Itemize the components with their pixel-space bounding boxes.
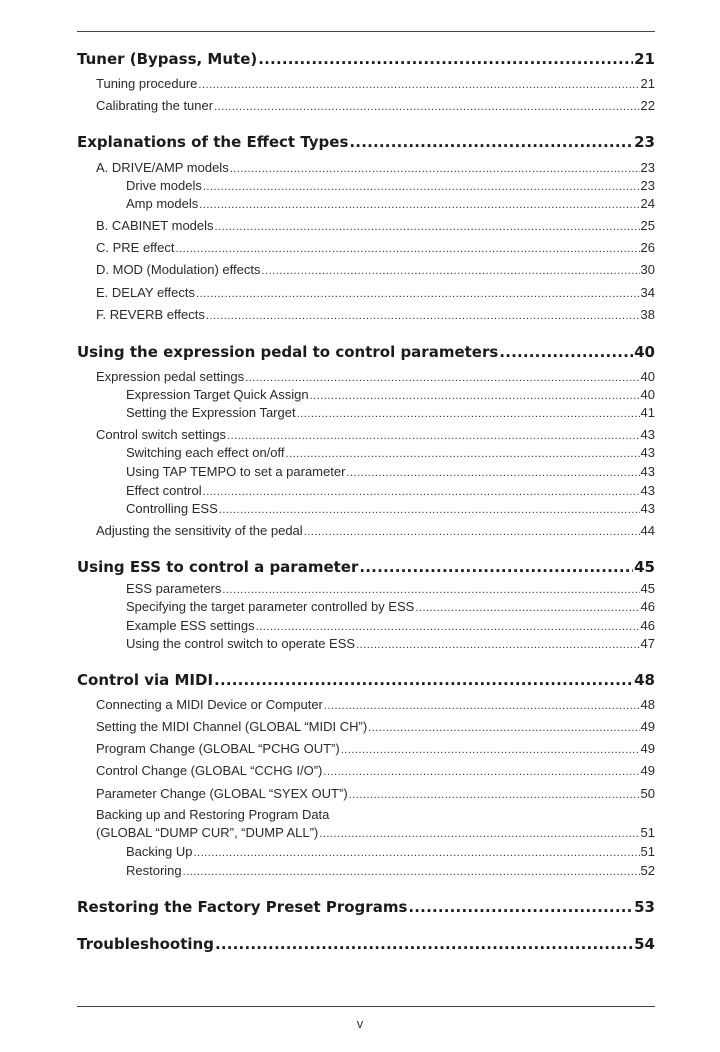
dot-leader — [323, 767, 639, 778]
toc-entry[interactable]: Calibrating the tuner ..... 22 — [96, 99, 655, 113]
dot-leader — [203, 487, 640, 498]
dot-leader — [198, 80, 639, 91]
toc-entry[interactable]: Using TAP TEMPO to set a parameter ..... 43 — [126, 465, 655, 479]
dot-leader — [206, 311, 640, 322]
toc-entry[interactable]: F. REVERB effects ..... 38 — [96, 308, 655, 322]
dot-leader — [368, 723, 639, 734]
page-number: v — [356, 1016, 364, 1031]
dot-leader — [214, 102, 639, 113]
dot-leader — [346, 468, 639, 479]
toc-entry[interactable]: E. DELAY effects ..... 34 — [96, 286, 655, 300]
dot-leader — [222, 585, 639, 596]
dot-leader — [258, 52, 633, 67]
dot-leader — [245, 373, 639, 384]
toc-heading-effect-types[interactable]: Explanations of the Effect Types ..... 23 — [77, 135, 655, 150]
toc-entry[interactable]: Backing Up ..... 51 — [126, 845, 655, 859]
dot-leader — [356, 640, 639, 651]
toc-entry[interactable]: Adjusting the sensitivity of the pedal ..... 44 — [96, 524, 655, 538]
toc-heading-ess[interactable]: Using ESS to control a parameter ..... 45 — [77, 560, 655, 575]
dot-leader — [203, 182, 640, 193]
dot-leader — [193, 848, 639, 859]
dot-leader — [297, 409, 640, 420]
dot-leader — [415, 603, 639, 614]
toc-entry[interactable]: Expression Target Quick Assign ..... 40 — [126, 388, 655, 402]
toc-entry[interactable]: Control Change (GLOBAL “CCHG I/O”) ..... 49 — [96, 764, 655, 778]
toc-entry[interactable]: Parameter Change (GLOBAL “SYEX OUT”) ..... 50 — [96, 787, 655, 801]
dot-leader — [349, 135, 633, 150]
toc-heading-factory-preset[interactable]: Restoring the Factory Preset Programs ..... 53 — [77, 900, 655, 915]
dot-leader — [304, 527, 640, 538]
dot-leader — [319, 829, 639, 840]
toc-heading-midi[interactable]: Control via MIDI ..... 48 — [77, 673, 655, 688]
dot-leader — [341, 745, 640, 756]
toc-entry[interactable]: Setting the MIDI Channel (GLOBAL “MIDI CH”) ..... 49 — [96, 720, 655, 734]
dot-leader — [214, 673, 633, 688]
toc-heading-troubleshooting[interactable]: Troubleshooting ..... 54 — [77, 937, 655, 952]
toc-entry[interactable]: Controlling ESS ..... 43 — [126, 502, 655, 516]
toc-entry[interactable]: Switching each effect on/off ..... 43 — [126, 446, 655, 460]
toc-entry[interactable]: Expression pedal settings ..... 40 — [96, 370, 655, 384]
toc-entry[interactable]: Specifying the target parameter controlled by ESS ..... 46 — [126, 600, 655, 614]
dot-leader — [230, 164, 640, 175]
dot-leader — [349, 790, 640, 801]
dot-leader — [499, 345, 633, 360]
dot-leader — [408, 900, 633, 915]
dot-leader — [261, 266, 639, 277]
dot-leader — [286, 449, 640, 460]
toc-entry[interactable]: Using the control switch to operate ESS ..... 47 — [126, 637, 655, 651]
toc-entry[interactable]: Example ESS settings ..... 46 — [126, 619, 655, 633]
dot-leader — [359, 560, 633, 575]
dot-leader — [183, 867, 640, 878]
toc-entry[interactable]: (GLOBAL “DUMP CUR”, “DUMP ALL”) ..... 51 — [96, 826, 655, 840]
dot-leader — [196, 289, 640, 300]
toc-entry[interactable]: Effect control ..... 43 — [126, 484, 655, 498]
dot-leader — [199, 200, 639, 211]
toc-entry[interactable]: Drive models ..... 23 — [126, 179, 655, 193]
toc-entry[interactable]: C. PRE effect ..... 26 — [96, 241, 655, 255]
toc-entry[interactable]: D. MOD (Modulation) effects ..... 30 — [96, 263, 655, 277]
toc-entry[interactable]: Amp models ..... 24 — [126, 197, 655, 211]
toc-entry[interactable]: ESS parameters ..... 45 — [126, 582, 655, 596]
toc-entry-label[interactable]: Backing up and Restoring Program Data — [96, 807, 330, 822]
dot-leader — [215, 222, 640, 233]
toc-heading-expression-pedal[interactable]: Using the expression pedal to control parameters ..... 40 — [77, 345, 655, 360]
dot-leader — [219, 505, 640, 516]
dot-leader — [227, 431, 639, 442]
toc-entry[interactable]: Tuning procedure ..... 21 — [96, 77, 655, 91]
toc-entry[interactable]: Setting the Expression Target ..... 41 — [126, 406, 655, 420]
toc-entry[interactable]: Connecting a MIDI Device or Computer ..... 48 — [96, 698, 655, 712]
toc-entry[interactable]: Program Change (GLOBAL “PCHG OUT”) ..... 49 — [96, 742, 655, 756]
bottom-rule — [77, 1006, 655, 1007]
toc-entry[interactable]: Restoring ..... 52 — [126, 864, 655, 878]
dot-leader — [176, 244, 640, 255]
toc-entry[interactable]: A. DRIVE/AMP models ..... 23 — [96, 161, 655, 175]
toc-heading-tuner[interactable]: Tuner (Bypass, Mute) ..... 21 — [77, 52, 655, 67]
dot-leader — [256, 622, 640, 633]
dot-leader — [215, 937, 633, 952]
dot-leader — [310, 391, 640, 402]
dot-leader — [324, 701, 640, 712]
toc-entry[interactable]: B. CABINET models ..... 25 — [96, 219, 655, 233]
toc-entry[interactable]: Control switch settings ..... 43 — [96, 428, 655, 442]
